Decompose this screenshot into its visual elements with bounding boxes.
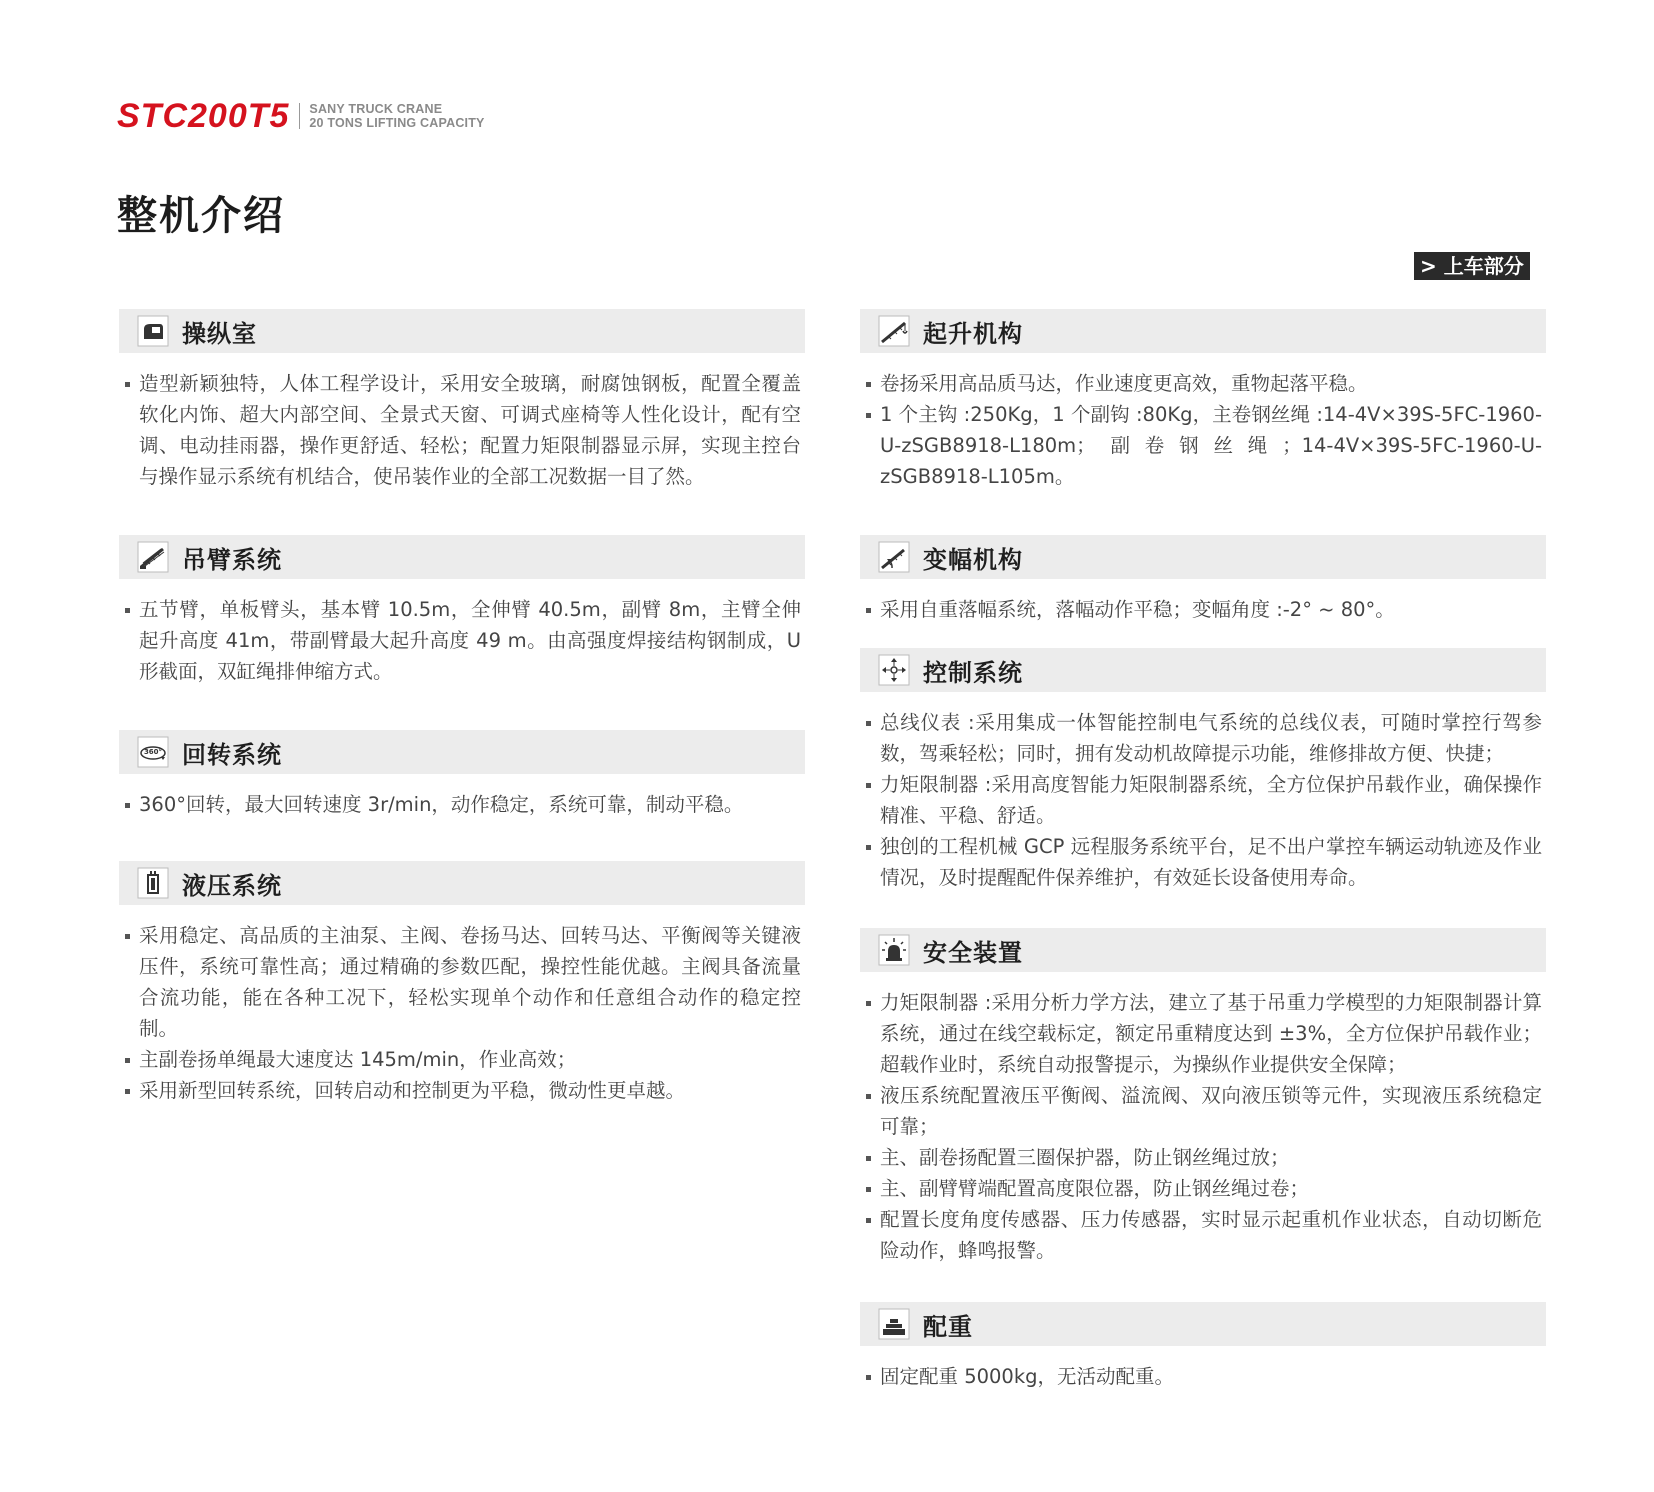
hydraulic-icon	[137, 867, 169, 899]
list-item: 独创的工程机械 GCP 远程服务系统平台，足不出户掌控车辆运动轨迹及作业情况，及时提醒配件保养维护，有效延长设备使用寿命。	[860, 831, 1546, 893]
section-list	[860, 707, 1546, 893]
section-control	[860, 648, 1546, 893]
part-tag: > 上车部分	[1414, 252, 1530, 280]
section-luffing	[860, 535, 1546, 625]
brand-model: STC200T5	[117, 97, 290, 135]
section-header	[119, 861, 805, 905]
section-list	[119, 368, 805, 492]
rotation-360-icon	[137, 736, 169, 768]
section-header	[119, 730, 805, 774]
section-title: 操纵室	[182, 319, 257, 348]
section-rotation	[119, 730, 805, 820]
brand-subtitle	[309, 102, 484, 130]
list-item: 主、副臂臂端配置高度限位器，防止钢丝绳过卷；	[860, 1173, 1546, 1204]
svg-text:360°: 360°	[143, 748, 163, 756]
section-list	[860, 594, 1546, 625]
section-safety	[860, 928, 1546, 1266]
section-header	[119, 535, 805, 579]
section-title: 控制系统	[923, 658, 1023, 687]
list-item: 360°回转，最大回转速度 3r/min，动作稳定，系统可靠，制动平稳。	[119, 789, 805, 820]
section-list	[119, 920, 805, 1106]
list-item: 采用新型回转系统，回转启动和控制更为平稳，微动性更卓越。	[119, 1075, 805, 1106]
section-header	[119, 309, 805, 353]
list-item: 液压系统配置液压平衡阀、溢流阀、双向液压锁等元件，实现液压系统稳定可靠；	[860, 1080, 1546, 1142]
section-list	[119, 594, 805, 687]
safety-alarm-icon	[878, 934, 910, 966]
list-item: 配置长度角度传感器、压力传感器，实时显示起重机作业状态，自动切断危险动作，蜂鸣报警。	[860, 1204, 1546, 1266]
list-item: 1 个主钩 :250Kg，1 个副钩 :80Kg，主卷钢丝绳 :14-4V×39S-5FC-1960-U-zSGB8918-L180m；副卷钢丝绳；14-4V×39S-5FC-1960-U-zSGB8918-L105m。	[860, 399, 1546, 492]
list-item: 力矩限制器 :采用高度智能力矩限制器系统，全方位保护吊载作业，确保操作精准、平稳、舒适。	[860, 769, 1546, 831]
section-header	[860, 535, 1546, 579]
list-item: 总线仪表 :采用集成一体智能控制电气系统的总线仪表，可随时掌控行驾参数，驾乘轻松；同时，拥有发动机故障提示功能，维修排故方便、快捷；	[860, 707, 1546, 769]
section-title: 回转系统	[182, 740, 282, 769]
section-list	[860, 368, 1546, 492]
section-list	[119, 789, 805, 820]
section-title: 吊臂系统	[182, 545, 282, 574]
page-title: 整机介绍	[117, 193, 285, 239]
list-item: 卷扬采用高品质马达，作业速度更高效，重物起落平稳。	[860, 368, 1546, 399]
list-item: 固定配重 5000kg，无活动配重。	[860, 1361, 1546, 1392]
section-title: 变幅机构	[923, 545, 1023, 574]
section-header	[860, 1302, 1546, 1346]
list-item: 主副卷扬单绳最大速度达 145m/min，作业高效；	[119, 1044, 805, 1075]
list-item: 主、副卷扬配置三圈保护器，防止钢丝绳过放；	[860, 1142, 1546, 1173]
luffing-icon	[878, 541, 910, 573]
control-icon	[878, 654, 910, 686]
brand-subtitle-line2: 20 TONS LIFTING CAPACITY	[309, 116, 485, 130]
section-title: 起升机构	[923, 319, 1023, 348]
list-item: 力矩限制器 :采用分析力学方法，建立了基于吊重力学模型的力矩限制器计算系统，通过在线空载标定，额定吊重精度达到 ±3%，全方位保护吊载作业；超载作业时，系统自动报警提示，为操纵作业提供安全保障；	[860, 987, 1546, 1080]
section-title: 配重	[923, 1312, 973, 1341]
section-header	[860, 928, 1546, 972]
section-header	[860, 309, 1546, 353]
hoist-icon	[878, 315, 910, 347]
section-hoist	[860, 309, 1546, 492]
section-title: 安全装置	[923, 938, 1023, 967]
boom-icon	[137, 541, 169, 573]
section-hydraulic	[119, 861, 805, 1106]
brand-divider	[299, 103, 300, 129]
cab-icon	[137, 315, 169, 347]
section-list	[860, 1361, 1546, 1392]
list-item: 造型新颖独特，人体工程学设计，采用安全玻璃，耐腐蚀钢板，配置全覆盖软化内饰、超大内部空间、全景式天窗、可调式座椅等人性化设计，配有空调、电动挂雨器，操作更舒适、轻松；配置力矩限制器显示屏，实现主控台与操作显示系统有机结合，使吊装作业的全部工况数据一目了然。	[119, 368, 805, 492]
counterweight-icon	[878, 1308, 910, 1340]
section-counterweight	[860, 1302, 1546, 1392]
list-item: 采用自重落幅系统，落幅动作平稳；变幅角度 :-2° ~ 80°。	[860, 594, 1546, 625]
list-item: 五节臂，单板臂头，基本臂 10.5m，全伸臂 40.5m，副臂 8m，主臂全伸起升高度 41m，带副臂最大起升高度 49 m。由高强度焊接结构钢制成，U 形截面，双缸绳排伸缩方式。	[119, 594, 805, 687]
section-title: 液压系统	[182, 871, 282, 900]
brand-subtitle-line1: SANY TRUCK CRANE	[309, 102, 443, 116]
section-header	[860, 648, 1546, 692]
list-item: 采用稳定、高品质的主油泵、主阀、卷扬马达、回转马达、平衡阀等关键液压件，系统可靠性高；通过精确的参数匹配，操控性能优越。主阀具备流量合流功能，能在各种工况下，轻松实现单个动作和任意组合动作的稳定控制。	[119, 920, 805, 1044]
brand-header	[117, 96, 485, 136]
section-list	[860, 987, 1546, 1266]
section-boom	[119, 535, 805, 687]
section-cab	[119, 309, 805, 492]
